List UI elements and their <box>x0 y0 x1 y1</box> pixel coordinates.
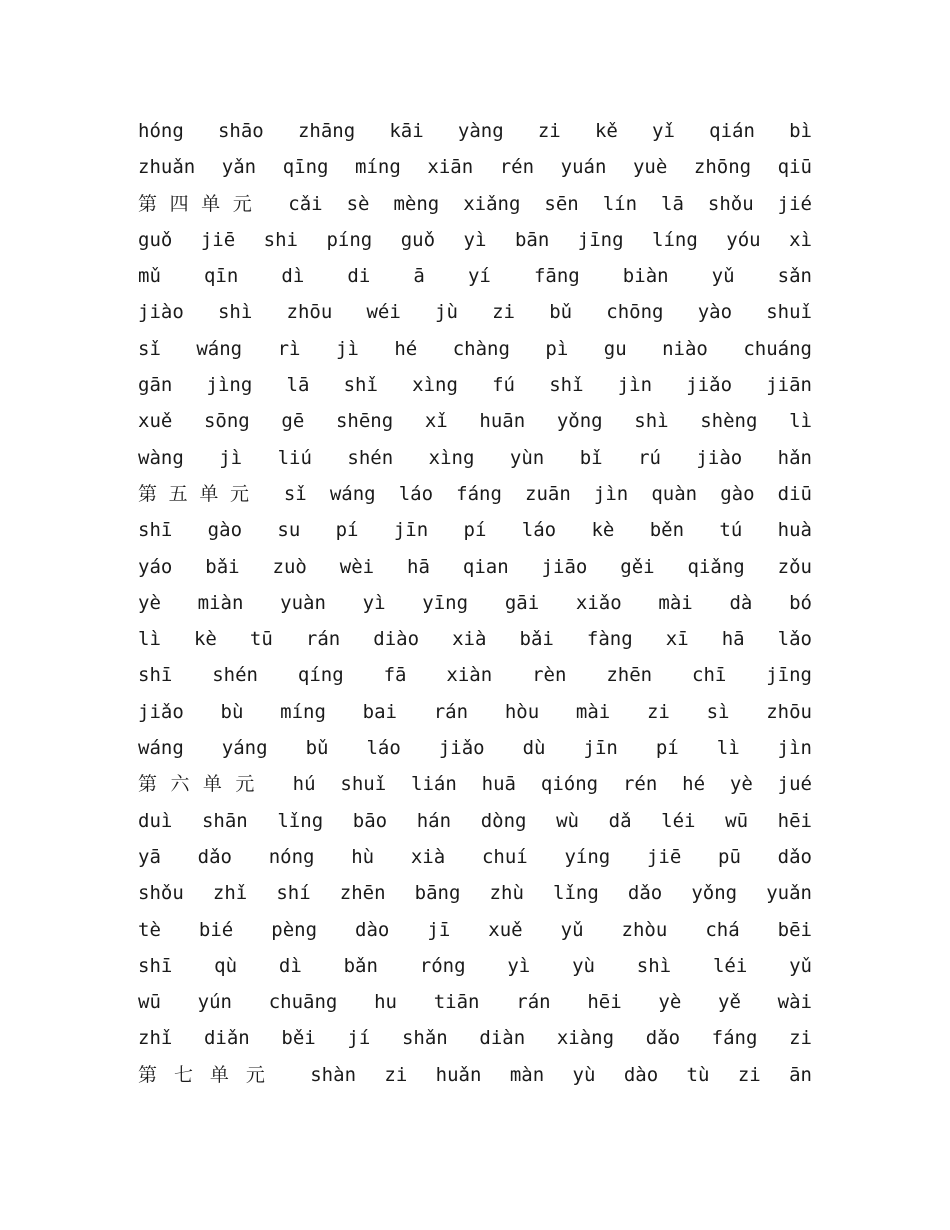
text-line: sǐ wáng rì jì hé chàng pì gu niào chuáng <box>138 337 812 360</box>
text-line: hóng shāo zhāng kāi yàng zi kě yǐ qián bì <box>138 120 812 142</box>
text-line: yè miàn yuàn yì yīng gāi xiǎo mài dà bó <box>138 591 812 614</box>
text-line: shī qù dì bǎn róng yì yù shì léi yǔ <box>138 954 812 977</box>
text-line: yā dǎo nóng hù xià chuí yíng jiē pū dǎo <box>138 845 812 868</box>
text-line: tè bié pèng dào jī xuě yǔ zhòu chá bēi <box>138 918 812 941</box>
text-line: gān jìng lā shǐ xìng fú shǐ jìn jiǎo jiān <box>138 374 812 397</box>
text-line: duì shān lǐng bāo hán dòng wù dǎ léi wū hēi <box>138 809 812 832</box>
unit-heading-line: 第五单元 sǐ wáng láo fáng zuān jìn quàn gào diū <box>138 482 812 505</box>
text-line: mǔ qīn dì di ā yí fāng biàn yǔ sǎn <box>138 265 812 288</box>
text-line: shī shén qíng fā xiàn rèn zhēn chī jīng <box>138 664 812 687</box>
text-line: guǒ jiē shi píng guǒ yì bān jīng líng yóu xì <box>138 228 812 251</box>
unit-heading-line: 第六单元 hú shuǐ lián huā qióng rén hé yè jué <box>138 773 812 796</box>
text-line: wàng jì liú shén xìng yùn bǐ rú jiào hǎn <box>138 446 812 469</box>
pinyin-text-block <box>138 113 812 1093</box>
text-line: jiào shì zhōu wéi jù zi bǔ chōng yào shuǐ <box>138 301 812 324</box>
text-line: zhuǎn yǎn qīng míng xiān rén yuán yuè zhōng qiū <box>138 156 812 179</box>
unit-heading-line: 第七单元 shàn zi huǎn màn yù dào tù zi ān <box>138 1063 812 1086</box>
text-line: xuě sōng gē shēng xǐ huān yǒng shì shèng lì <box>138 410 812 433</box>
text-line: wáng yáng bǔ láo jiǎo dù jīn pí lì jìn <box>138 737 812 760</box>
text-line: jiǎo bù míng bai rán hòu mài zi sì zhōu <box>138 700 812 723</box>
text-line: wū yún chuāng hu tiān rán hēi yè yě wài <box>138 991 812 1014</box>
text-line: shī gào su pí jīn pí láo kè běn tú huà <box>138 519 812 542</box>
text-line: yáo bǎi zuò wèi hā qian jiāo gěi qiǎng zǒu <box>138 555 812 578</box>
text-line: shǒu zhǐ shí zhēn bāng zhù lǐng dǎo yǒng yuǎn <box>138 882 812 905</box>
unit-heading-line: 第四单元 cǎi sè mèng xiǎng sēn lín lā shǒu jié <box>138 192 812 215</box>
text-line: zhǐ diǎn běi jí shǎn diàn xiàng dǎo fáng zi <box>138 1027 812 1050</box>
text-line: lì kè tū rán diào xià bǎi fàng xī hā lǎo <box>138 628 812 651</box>
